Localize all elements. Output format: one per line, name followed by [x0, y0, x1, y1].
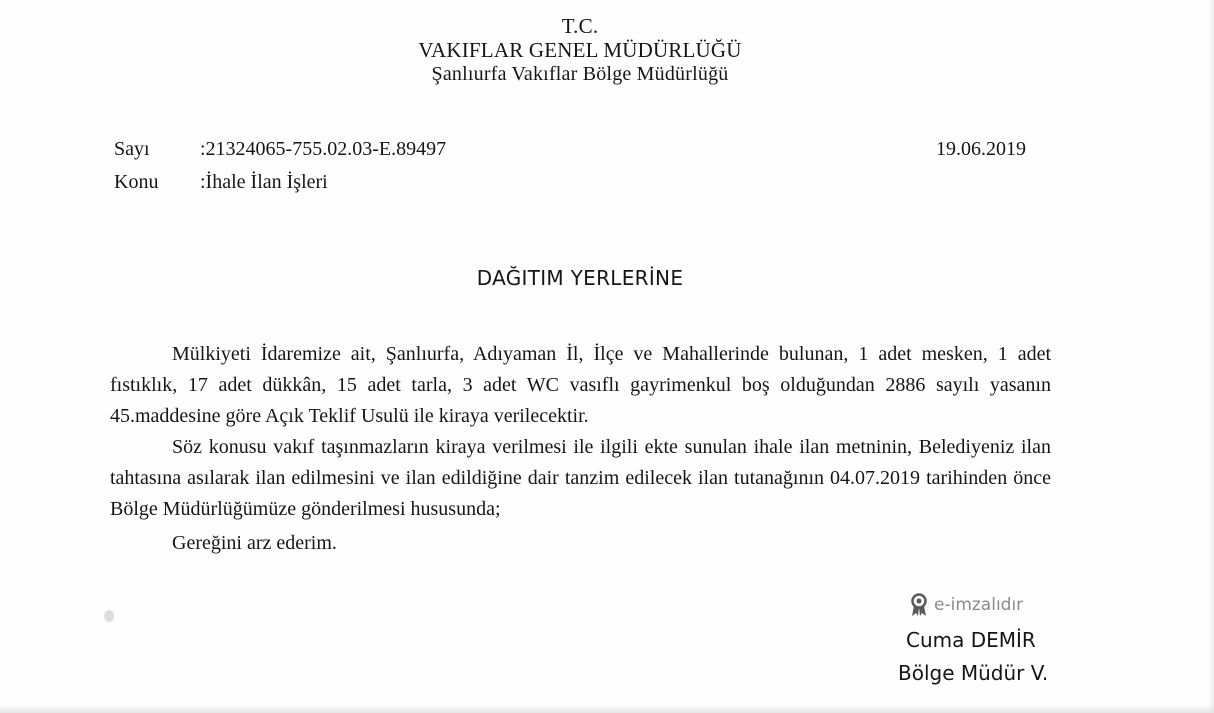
- recipient-heading: DAĞITIM YERLERİNE: [476, 266, 684, 290]
- konu-label: Konu: [114, 171, 159, 193]
- sayi-value: :21324065-755.02.03-E.89497: [200, 138, 447, 160]
- paragraph-1: Mülkiyeti İdaremize ait, Şanlıurfa, Adıyaman İl, İlçe ve Mahallerinde bulunan, 1 adet mesken, 1 adet fıstıklık, 17 adet dükkân, 15 adet tarla, 3 adet WC vasıflı gayrimenkul boş olduğundan 2886 sayılı yasanın 45.maddesine göre Açık Teklif Usulü ile kiraya verilecektir.: [110, 343, 1051, 427]
- signer-title: Bölge Müdür V.: [898, 661, 1049, 685]
- konu-value: :İhale İlan İşleri: [200, 171, 328, 193]
- header-regional-directorate: Şanlıurfa Vakıflar Bölge Müdürlüğü: [431, 63, 729, 85]
- scan-right-edge: [1208, 0, 1214, 713]
- ribbon-seal-icon: [910, 593, 928, 617]
- paragraph-3: Gereğini arz ederim.: [172, 532, 337, 554]
- e-signature-badge: [910, 593, 1023, 617]
- sayi-label: Sayı: [114, 138, 150, 160]
- e-signature-text: e-imzalıdır: [934, 595, 1024, 615]
- scan-smudge: [104, 610, 114, 622]
- paragraph-2: Söz konusu vakıf taşınmazların kiraya verilmesi ile ilgili ekte sunulan ihale ilan metninin, Belediyeniz ilan tahtasına asılarak ilan edilmesini ve ilan edildiğine dair tanzim edilecek ilan tutanağının 04.07.2019 tarihinden önce Bölge Müdürlüğümüze gönderilmesi hususunda;: [110, 436, 1051, 520]
- scan-bottom-edge: [0, 705, 1214, 713]
- signer-name: Cuma DEMİR: [906, 628, 1036, 652]
- document-date: 19.06.2019: [936, 138, 1026, 160]
- header-institution: VAKIFLAR GENEL MÜDÜRLÜĞÜ: [418, 38, 742, 62]
- header-tc: T.C.: [561, 14, 599, 38]
